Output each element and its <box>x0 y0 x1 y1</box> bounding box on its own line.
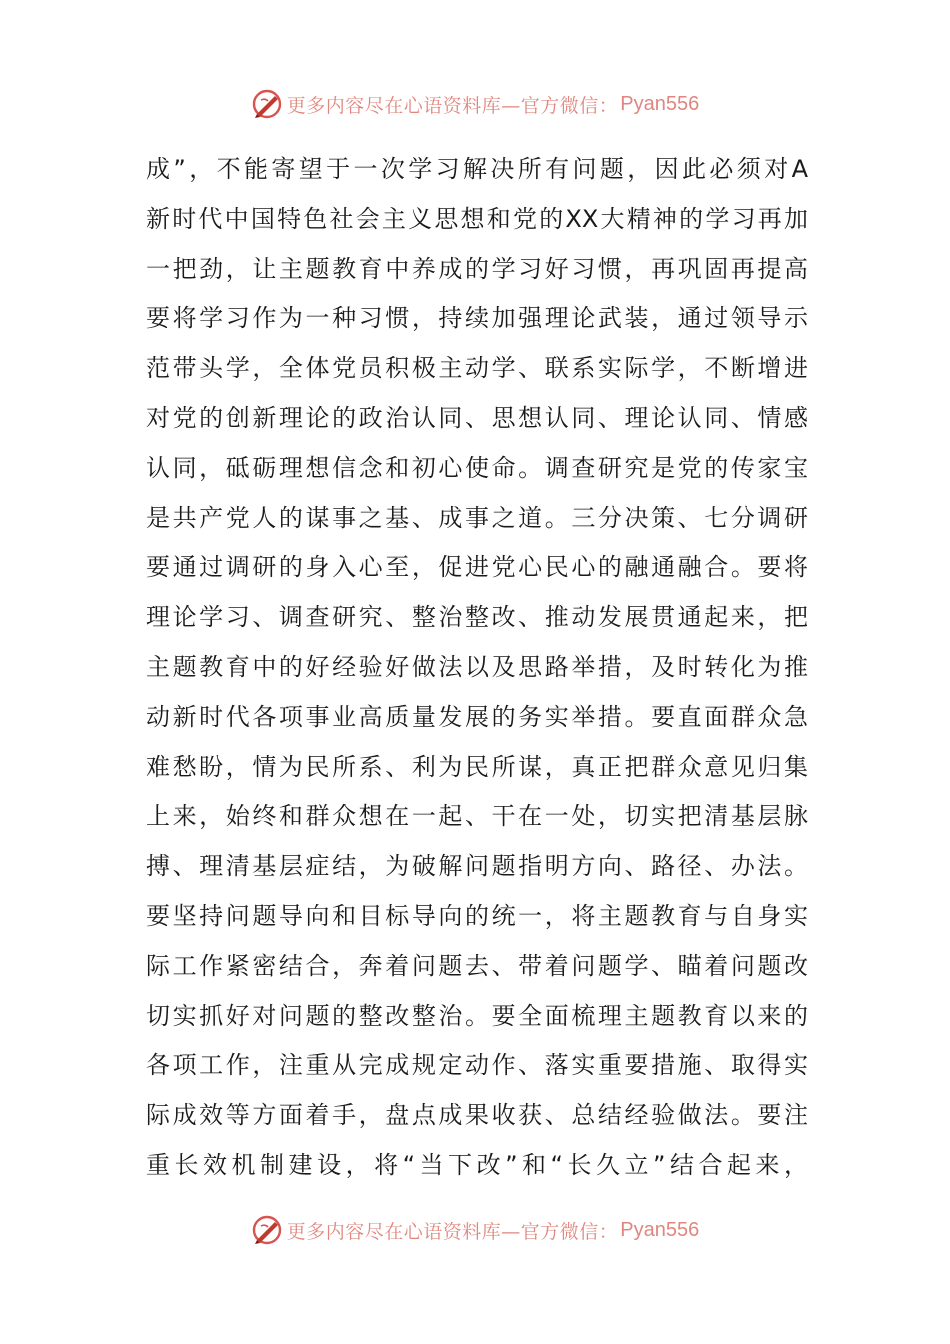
text-line: 对党的创新理论的政治认同、思想认同、理论认同、情感 <box>146 403 808 432</box>
text-line: 切实抓好对问题的整改整治。要全面梳理主题教育以来的 <box>146 1001 808 1030</box>
text-line: 要将学习作为一种习惯，持续加强理论武装，通过领导示 <box>146 304 808 333</box>
text-line: 新时代中国特色社会主义思想和党的XX大精神的学习再加 <box>146 204 808 233</box>
text-line: 上来，始终和群众想在一起、干在一处，切实把清基层脉 <box>146 802 808 831</box>
text-line: 范带头学，全体党员积极主动学、联系实际学，不断增进 <box>146 354 808 383</box>
text-line: 重长效机制建设，将“当下改”和“长久立”结合起来， <box>146 1150 808 1179</box>
text-line: 认同，砥砺理想信念和初心使命。调查研究是党的传家宝 <box>146 453 808 482</box>
text-line: 主题教育中的好经验好做法以及思路举措，及时转化为推 <box>146 652 808 681</box>
text-line: 要通过调研的身入心至，促进党心民心的融通融合。要将 <box>146 553 808 582</box>
header-watermark <box>0 86 950 122</box>
document-body <box>146 145 808 1191</box>
text-line: 际成效等方面着手，盘点成果收获、总结经验做法。要注 <box>146 1101 808 1130</box>
text-line: 一把劲，让主题教育中养成的学习好习惯，再巩固再提高 <box>146 254 808 283</box>
text-line: 动新时代各项事业高质量发展的务实举措。要直面群众急 <box>146 702 808 731</box>
pen-logo-icon <box>251 88 283 120</box>
watermark-text: 更多内容尽在心语资料库—官方微信： <box>286 94 619 117</box>
watermark-text: 更多内容尽在心语资料库—官方微信： <box>286 1220 619 1243</box>
text-line: 际工作紧密结合，奔着问题去、带着问题学、瞄着问题改 <box>146 951 808 980</box>
footer-watermark <box>0 1212 950 1248</box>
text-line: 难愁盼，情为民所系、利为民所谋，真正把群众意见归集 <box>146 752 808 781</box>
text-line: 理论学习、调查研究、整治整改、推动发展贯通起来，把 <box>146 603 808 632</box>
watermark-handle: Pyan556 <box>620 92 700 115</box>
text-line: 成”，不能寄望于一次学习解决所有问题，因此必须对A <box>146 155 808 183</box>
text-line: 是共产党人的谋事之基、成事之道。三分决策、七分调研 <box>146 503 808 532</box>
pen-logo-icon <box>251 1214 283 1246</box>
text-line: 各项工作，注重从完成规定动作、落实重要措施、取得实 <box>146 1051 808 1080</box>
text-line: 搏、理清基层症结，为破解问题指明方向、路径、办法。 <box>146 852 808 881</box>
text-line: 要坚持问题导向和目标导向的统一，将主题教育与自身实 <box>146 901 808 930</box>
watermark-handle: Pyan556 <box>620 1218 700 1241</box>
